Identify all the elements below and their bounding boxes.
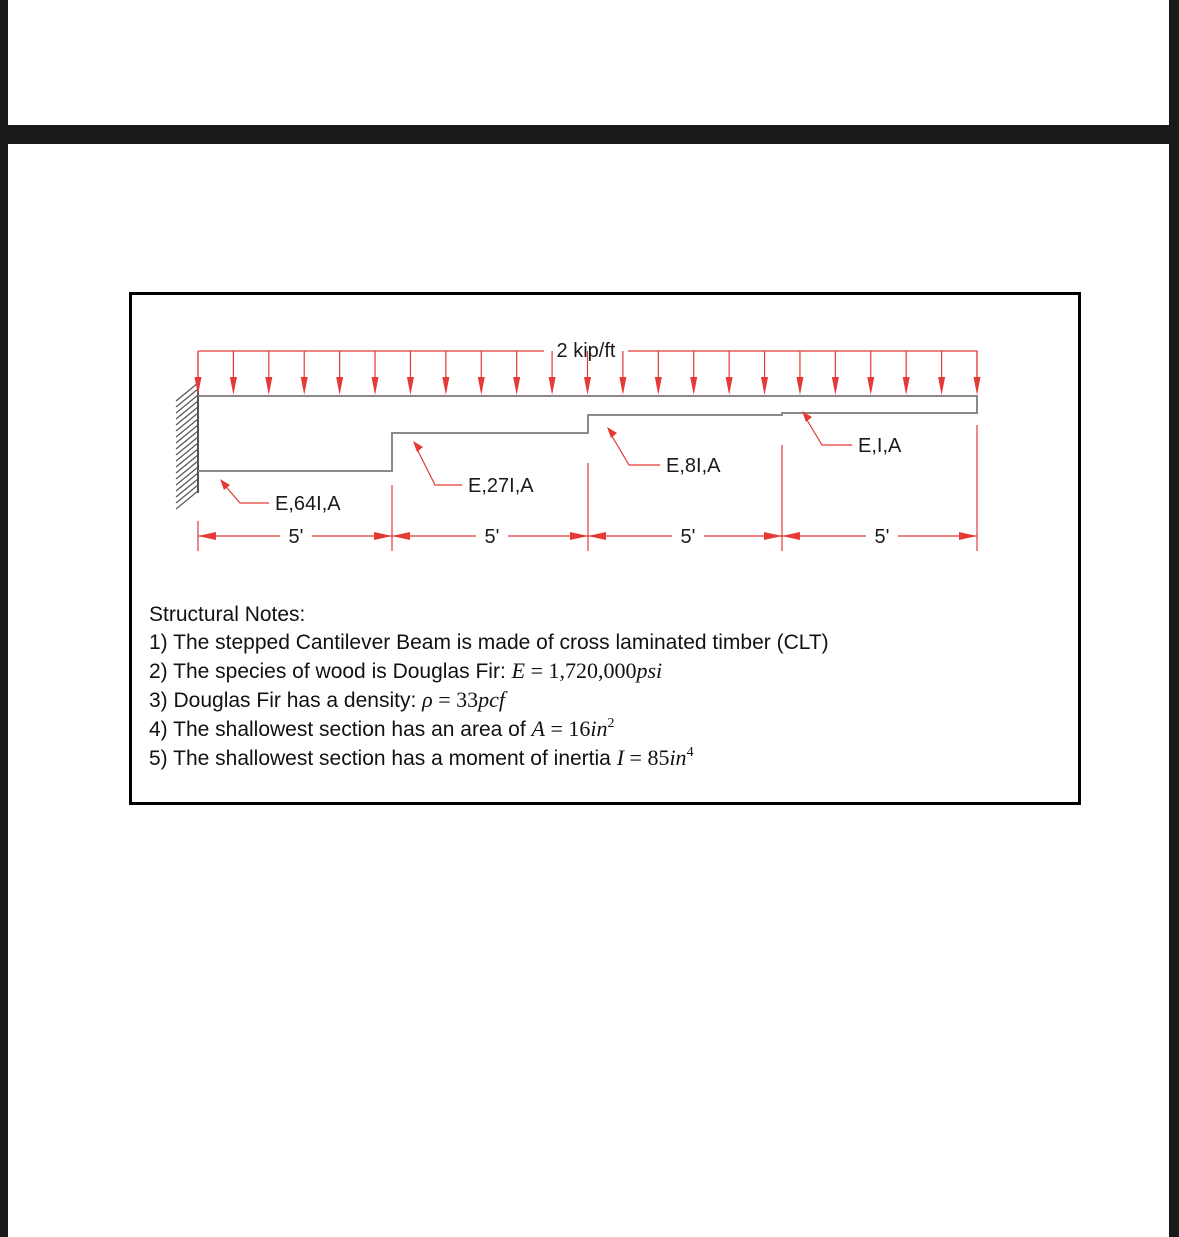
note-3-unit: pcf bbox=[478, 687, 505, 712]
load-arrow-head bbox=[796, 377, 803, 395]
note-3-var: ρ bbox=[422, 687, 433, 712]
load-arrow-head bbox=[301, 377, 308, 395]
load-arrow-head bbox=[832, 377, 839, 395]
note-5-val: 85 bbox=[647, 745, 670, 770]
segment-label-2: E,27I,A bbox=[468, 475, 534, 497]
note-2: 2) The species of wood is Douglas Fir: E = 1,720,000psi bbox=[149, 658, 663, 683]
top-blank-area bbox=[8, 0, 1169, 125]
segment-label-1: E,64I,A bbox=[275, 493, 341, 515]
note-4: 4) The shallowest section has an area of $A = 16in^2$ bbox=[149, 716, 615, 741]
load-arrow-head bbox=[230, 377, 237, 395]
note-3-val: 33 bbox=[456, 687, 479, 712]
load-arrow-head bbox=[726, 377, 733, 395]
dimension-label-3: 5' bbox=[680, 526, 696, 548]
load-arrow-head bbox=[407, 377, 414, 395]
note-4-exp: 2 bbox=[607, 716, 615, 731]
segment-label-3: E,8I,A bbox=[666, 455, 721, 477]
note-4-unit: in bbox=[590, 716, 608, 741]
dimension-label-2: 5' bbox=[484, 526, 500, 548]
note-2-var: E bbox=[511, 658, 526, 683]
load-label: 2 kip/ft bbox=[556, 340, 616, 362]
wall-support bbox=[176, 381, 198, 509]
note-5-var: I bbox=[616, 745, 625, 770]
segment-labels bbox=[220, 411, 902, 515]
load-arrow-head bbox=[974, 377, 981, 395]
load-arrow-head bbox=[761, 377, 768, 395]
note-3-text: 3) Douglas Fir has a density: bbox=[149, 689, 423, 712]
load-arrow-head bbox=[903, 377, 910, 395]
note-5-text: 5) The shallowest section has a moment of inertia bbox=[149, 747, 617, 770]
note-2-val: 1,720,000 bbox=[548, 658, 637, 683]
note-3: 3) Douglas Fir has a density: ρ = 33pcf bbox=[149, 687, 505, 712]
structural-notes bbox=[149, 601, 829, 773]
window-frame-left bbox=[0, 0, 8, 1237]
load-arrow-head bbox=[265, 377, 272, 395]
note-4-var: A bbox=[531, 716, 545, 741]
dimension-label-1: 5' bbox=[288, 526, 304, 548]
note-2-unit: psi bbox=[636, 658, 663, 683]
beam-outline bbox=[198, 396, 977, 471]
load-arrow-head bbox=[867, 377, 874, 395]
load-arrow-head bbox=[195, 377, 202, 395]
note-5: 5) The shallowest section has a moment of inertia $I = 85in^4$ bbox=[149, 745, 694, 770]
segment-label-4: E,I,A bbox=[858, 435, 902, 457]
load-arrow-head bbox=[442, 377, 449, 395]
load-arrow-head bbox=[655, 377, 662, 395]
window-frame-right bbox=[1169, 0, 1179, 1237]
load-arrow-head bbox=[372, 377, 379, 395]
load-arrow-head bbox=[584, 377, 591, 395]
beam-steps bbox=[782, 396, 977, 415]
note-1: 1) The stepped Cantilever Beam is made of cross laminated timber (CLT) bbox=[149, 631, 829, 654]
notes-title: Structural Notes: bbox=[149, 603, 306, 626]
dimension-label-4: 5' bbox=[874, 526, 890, 548]
distributed-load bbox=[195, 340, 981, 395]
figure-box bbox=[129, 292, 1081, 805]
note-5-unit: in bbox=[669, 745, 687, 770]
window-divider-bar bbox=[0, 125, 1179, 144]
load-arrow-head bbox=[549, 377, 556, 395]
note-4-val: 16 bbox=[568, 716, 591, 741]
load-arrow-head bbox=[938, 377, 945, 395]
load-arrow-head bbox=[690, 377, 697, 395]
note-4-text: 4) The shallowest section has an area of bbox=[149, 718, 532, 741]
load-arrow-head bbox=[513, 377, 520, 395]
load-arrow-head bbox=[619, 377, 626, 395]
note-2-text: 2) The species of wood is Douglas Fir: bbox=[149, 660, 512, 683]
load-arrow-head bbox=[478, 377, 485, 395]
note-5-exp: 4 bbox=[686, 745, 694, 760]
load-arrow-head bbox=[336, 377, 343, 395]
